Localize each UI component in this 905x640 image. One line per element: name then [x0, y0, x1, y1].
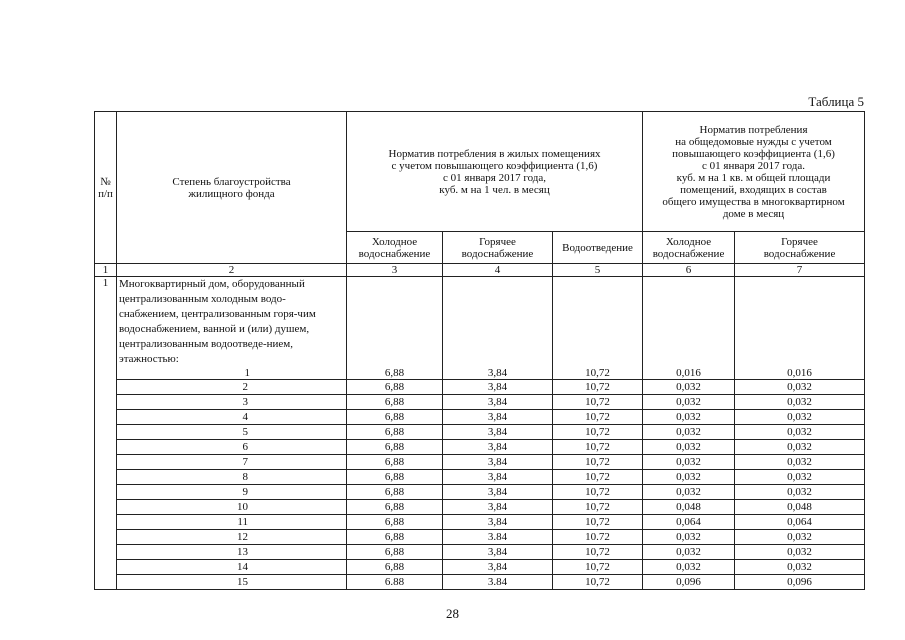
cold-value: 6,88	[347, 545, 443, 560]
common-cold-value: 0,032	[643, 560, 735, 575]
cold-value: 6,88	[347, 485, 443, 500]
common-hot-value: 0,032	[735, 380, 865, 395]
common-hot-value: 0,032	[735, 395, 865, 410]
group-description: Многоквартирный дом, оборудованный централизованным холодным водо-снабжением, централизованным горя-чим водоснабжением, ванной и (или) душем, централизованным водоотведе-нием, этажностью:	[119, 278, 316, 365]
floors-label: 14	[117, 560, 347, 575]
header-category: Степень благоустройства жилищного фонда	[117, 112, 347, 264]
hot-value: 3,84	[443, 545, 553, 560]
cold-value: 6,88	[347, 530, 443, 545]
floors-label: 3	[117, 395, 347, 410]
cold-value: 6,88	[347, 395, 443, 410]
cold-value: 6,88	[347, 425, 443, 440]
hot-value: 3,84	[443, 470, 553, 485]
floors-label: 1	[244, 367, 250, 379]
hot-value: 3,84	[443, 380, 553, 395]
hot-value: 3,84	[443, 515, 553, 530]
drain-value: 10,72	[553, 545, 643, 560]
cold-value: 6.88	[347, 575, 443, 590]
common-hot-value: 0,064	[735, 515, 865, 530]
floors-label: 11	[117, 515, 347, 530]
drain-value: 10,72	[553, 410, 643, 425]
hot-value: 3,84	[443, 440, 553, 455]
common-cold-value: 0,032	[643, 410, 735, 425]
floors-label: 5	[117, 425, 347, 440]
column-index-cell: 3	[347, 264, 443, 277]
common-hot-value: 0,032	[735, 530, 865, 545]
header-common-cold-water: Холодное водоснабжение	[643, 232, 735, 264]
floors-label: 13	[117, 545, 347, 560]
header-cold-water: Холодное водоснабжение	[347, 232, 443, 264]
cold-value: 6,88	[347, 410, 443, 425]
drain-value: 10,72	[553, 560, 643, 575]
column-index-cell: 1	[95, 264, 117, 277]
drain-value: 10.72	[553, 530, 643, 545]
hot-value: 3,84	[443, 425, 553, 440]
hot-value: 3,84	[443, 410, 553, 425]
column-index-cell: 4	[443, 264, 553, 277]
table-row	[95, 545, 865, 560]
table-row	[95, 277, 865, 380]
cold-value: 6,88	[347, 515, 443, 530]
header-drainage: Водоотведение	[553, 232, 643, 264]
common-cold-value: 0,064	[643, 515, 735, 530]
table-row	[95, 380, 865, 395]
group-number: 1	[95, 277, 117, 590]
table-row	[95, 485, 865, 500]
consumption-norms-table	[94, 111, 865, 590]
common-cold-value: 0,032	[643, 440, 735, 455]
common-hot-value: 0,032	[735, 470, 865, 485]
table-row	[95, 515, 865, 530]
cold-value: 6,88	[347, 455, 443, 470]
drain-value: 10,72	[553, 425, 643, 440]
table-row	[95, 575, 865, 590]
cold-value: 6,88	[347, 470, 443, 485]
floors-label: 12	[117, 530, 347, 545]
floors-label: 7	[117, 455, 347, 470]
hot-value: 3,84	[443, 395, 553, 410]
drain-value: 10,72	[553, 485, 643, 500]
common-cold-value: 0,048	[643, 500, 735, 515]
hot-value: 3,84	[443, 485, 553, 500]
common-hot-value: 0,048	[735, 500, 865, 515]
drain-value: 10,72	[553, 395, 643, 410]
common-cold-value: 0,032	[643, 455, 735, 470]
common-hot-value: 0,032	[735, 425, 865, 440]
floors-label: 10	[117, 500, 347, 515]
common-hot-value: 0,032	[735, 485, 865, 500]
hot-value: 3,84	[443, 500, 553, 515]
table-row	[95, 455, 865, 470]
table-row	[95, 425, 865, 440]
drain-value: 10,72	[553, 500, 643, 515]
table-row	[95, 440, 865, 455]
common-hot-value: 0,032	[735, 455, 865, 470]
floors-label: 8	[117, 470, 347, 485]
common-cold-value: 0,032	[643, 425, 735, 440]
floors-label: 6	[117, 440, 347, 455]
cold-value: 6,88	[347, 380, 443, 395]
column-index-cell: 5	[553, 264, 643, 277]
first-row-category-cell	[117, 277, 347, 380]
hot-value: 3.84	[443, 530, 553, 545]
header-common-hot-water: Горячее водоснабжение	[735, 232, 865, 264]
hot-value: 3,84	[443, 560, 553, 575]
table-row	[95, 470, 865, 485]
drain-value: 10,72	[553, 575, 643, 590]
common-hot-value: 0,032	[735, 545, 865, 560]
header-row-number: № п/п	[95, 112, 117, 264]
common-cold-value: 0,016	[643, 277, 735, 380]
table-row	[95, 410, 865, 425]
floors-label: 2	[117, 380, 347, 395]
cold-value: 6,88	[347, 440, 443, 455]
common-hot-value: 0,096	[735, 575, 865, 590]
drain-value: 10,72	[553, 470, 643, 485]
page-number: 28	[446, 606, 459, 621]
drain-value: 10,72	[553, 440, 643, 455]
column-index-cell: 2	[117, 264, 347, 277]
common-cold-value: 0,032	[643, 485, 735, 500]
header-residential-norm: Норматив потребления в жилых помещениях с учетом повышающего коэффициента (1,6) с 01 января 2017 года, куб. м на 1 чел. в месяц	[347, 112, 643, 232]
drain-value: 10,72	[553, 455, 643, 470]
table-caption: Таблица 5	[808, 94, 864, 109]
floors-label: 4	[117, 410, 347, 425]
header-common-norm: Норматив потребления на общедомовые нужды с учетом повышающего коэффициента (1,6) с 01 января 2017 года. куб. м на 1 кв. м общей площади помещений, входящих в состав общего имущества в многоквартирном доме в месяц	[643, 112, 865, 232]
table-row	[95, 500, 865, 515]
table-row	[95, 560, 865, 575]
drain-value: 10,72	[553, 380, 643, 395]
hot-value: 3,84	[443, 455, 553, 470]
hot-value: 3.84	[443, 575, 553, 590]
drain-value: 10,72	[553, 515, 643, 530]
column-index-cell: 6	[643, 264, 735, 277]
common-cold-value: 0,032	[643, 395, 735, 410]
cold-value: 6,88	[347, 560, 443, 575]
common-cold-value: 0,096	[643, 575, 735, 590]
cold-value: 6,88	[347, 277, 443, 380]
common-cold-value: 0,032	[643, 545, 735, 560]
common-hot-value: 0,032	[735, 410, 865, 425]
header-hot-water: Горячее водоснабжение	[443, 232, 553, 264]
floors-label: 9	[117, 485, 347, 500]
drain-value: 10,72	[553, 277, 643, 380]
cold-value: 6,88	[347, 500, 443, 515]
common-cold-value: 0,032	[643, 530, 735, 545]
hot-value: 3,84	[443, 277, 553, 380]
table-row	[95, 530, 865, 545]
common-hot-value: 0,032	[735, 440, 865, 455]
common-hot-value: 0,032	[735, 560, 865, 575]
common-hot-value: 0,016	[735, 277, 865, 380]
common-cold-value: 0,032	[643, 470, 735, 485]
column-index-cell: 7	[735, 264, 865, 277]
common-cold-value: 0,032	[643, 380, 735, 395]
floors-label: 15	[117, 575, 347, 590]
table-row	[95, 395, 865, 410]
